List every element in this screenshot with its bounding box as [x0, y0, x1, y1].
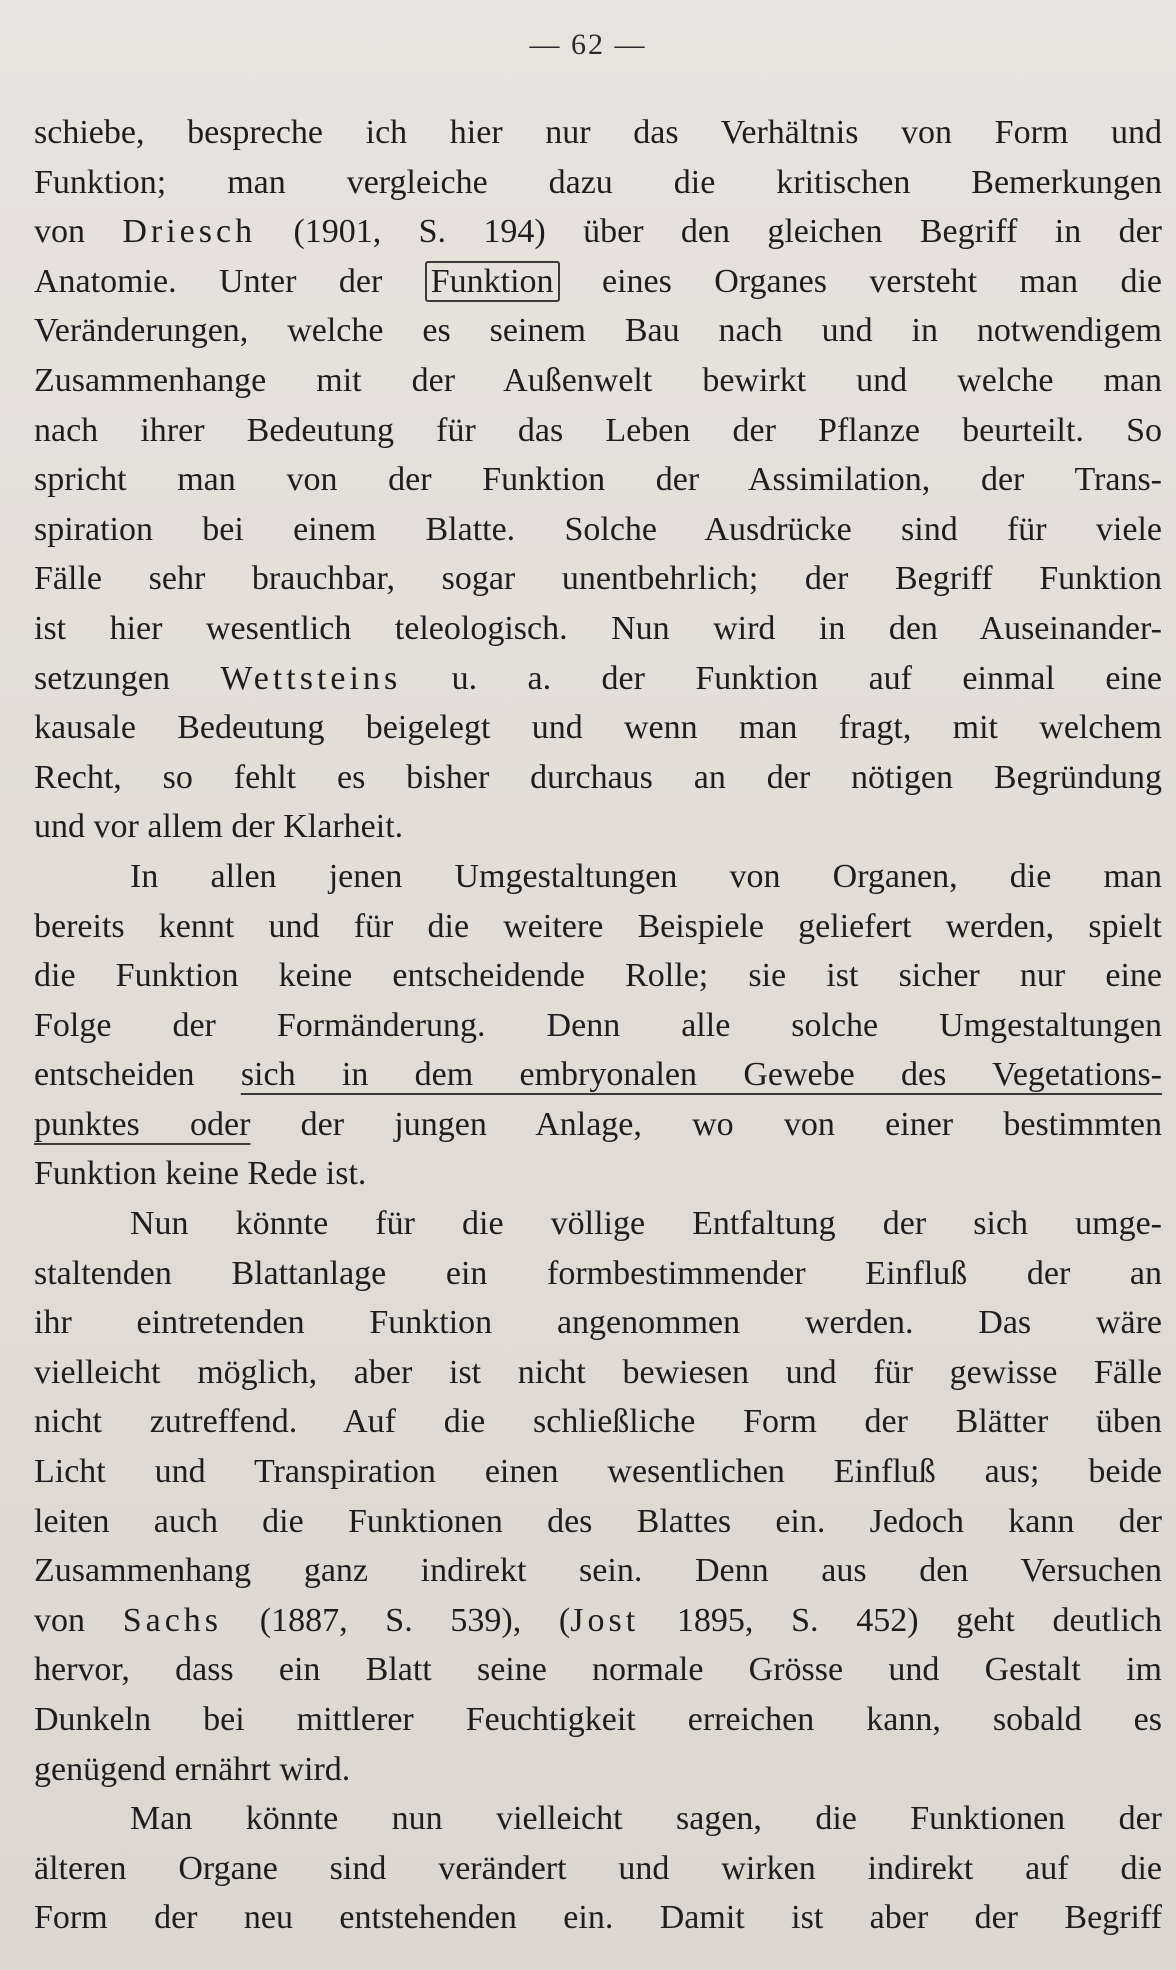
- text-line: spiration bei einem Blatte. Solche Ausdrücke sind für viele: [34, 510, 1162, 548]
- text-line: Anatomie. Unter der Funktion eines Organes versteht man die: [34, 262, 1162, 300]
- text-line: Zusammenhang ganz indirekt sein. Denn aus den Versuchen: [34, 1552, 1162, 1590]
- text-line: staltenden Blattanlage ein formbestimmender Einfluß der an: [34, 1254, 1162, 1292]
- body-text: [34, 108, 1162, 1943]
- page-number: — 62 —: [529, 28, 647, 61]
- text-line: Funktion; man vergleiche dazu die kritischen Bemerkungen: [34, 163, 1162, 201]
- text-line: nicht zutreffend. Auf die schließliche Form der Blätter üben: [34, 1403, 1162, 1441]
- text-line: ist hier wesentlich teleologisch. Nun wird in den Auseinander-: [34, 609, 1162, 647]
- text-line: von Sachs (1887, S. 539), (Jost 1895, S. 452) geht deutlich: [34, 1601, 1162, 1639]
- underlined-passage: sich in dem embryonalen Gewebe des Vegetations-: [240, 1056, 1162, 1094]
- text-line: setzungen Wettsteins u. a. der Funktion auf einmal eine: [34, 659, 1162, 697]
- text-line: punktes oder der jungen Anlage, wo von einer bestimmten: [34, 1105, 1162, 1143]
- text-line: Recht, so fehlt es bisher durchaus an der nötigen Begründung: [34, 758, 1162, 796]
- text-line: genügend ernährt wird.: [34, 1750, 351, 1788]
- text-line: schiebe, bespreche ich hier nur das Verhältnis von Form und: [34, 114, 1162, 151]
- text-line: hervor, dass ein Blatt seine normale Grösse und Gestalt im: [34, 1651, 1162, 1689]
- text-line: leiten auch die Funktionen des Blattes ein. Jedoch kann der: [34, 1502, 1162, 1540]
- text-line: Folge der Formänderung. Denn alle solche Umgestaltungen: [34, 1006, 1162, 1044]
- text-line: und vor allem der Klarheit.: [34, 808, 404, 846]
- text-line: Form der neu entstehenden ein. Damit ist aber der Begriff: [34, 1899, 1162, 1937]
- text-line: bereits kennt und für die weitere Beispiele geliefert werden, spielt: [34, 907, 1162, 945]
- text-line: Veränderungen, welche es seinem Bau nach und in notwendigem: [34, 312, 1162, 350]
- text-line: vielleicht möglich, aber ist nicht bewiesen und für gewisse Fälle: [34, 1353, 1162, 1391]
- author-name: Driesch: [122, 213, 257, 251]
- text-line: spricht man von der Funktion der Assimilation, der Trans-: [34, 461, 1162, 499]
- text-line: Dunkeln bei mittlerer Feuchtigkeit erreichen kann, sobald es: [34, 1701, 1162, 1738]
- text-line: Funktion keine Rede ist.: [34, 1155, 367, 1193]
- author-name: Sachs: [122, 1601, 223, 1639]
- text-line: nach ihrer Bedeutung für das Leben der Pflanze beurteilt. So: [34, 411, 1162, 449]
- text-line: Licht und Transpiration einen wesentlichen Einfluß aus; beide: [34, 1453, 1162, 1491]
- text-line: von Driesch (1901, S. 194) über den gleichen Begriff in der: [34, 213, 1162, 251]
- text-line: Man könnte nun vielleicht sagen, die Funktionen der: [130, 1800, 1162, 1838]
- text-line: Nun könnte für die völlige Entfaltung der sich umge-: [130, 1205, 1162, 1243]
- text-line: die Funktion keine entscheidende Rolle; sie ist sicher nur eine: [34, 957, 1162, 995]
- text-line: Zusammenhange mit der Außenwelt bewirkt und welche man: [34, 361, 1162, 399]
- author-name: Wettsteins: [220, 659, 402, 697]
- text-line: Fälle sehr brauchbar, sogar unentbehrlich; der Begriff Funktion: [34, 560, 1162, 598]
- author-name: Jost: [570, 1601, 640, 1639]
- text-line: entscheiden sich in dem embryonalen Gewebe des Vegetations-: [34, 1056, 1162, 1094]
- underlined-passage: punktes oder: [34, 1105, 251, 1143]
- text-line: älteren Organe sind verändert und wirken indirekt auf die: [34, 1849, 1162, 1887]
- text-line: kausale Bedeutung beigelegt und wenn man fragt, mit welchem: [34, 709, 1162, 747]
- text-line: In allen jenen Umgestaltungen von Organen, die man: [130, 857, 1162, 895]
- boxed-term: Funktion: [425, 261, 560, 302]
- text-line: ihr eintretenden Funktion angenommen werden. Das wäre: [34, 1304, 1162, 1342]
